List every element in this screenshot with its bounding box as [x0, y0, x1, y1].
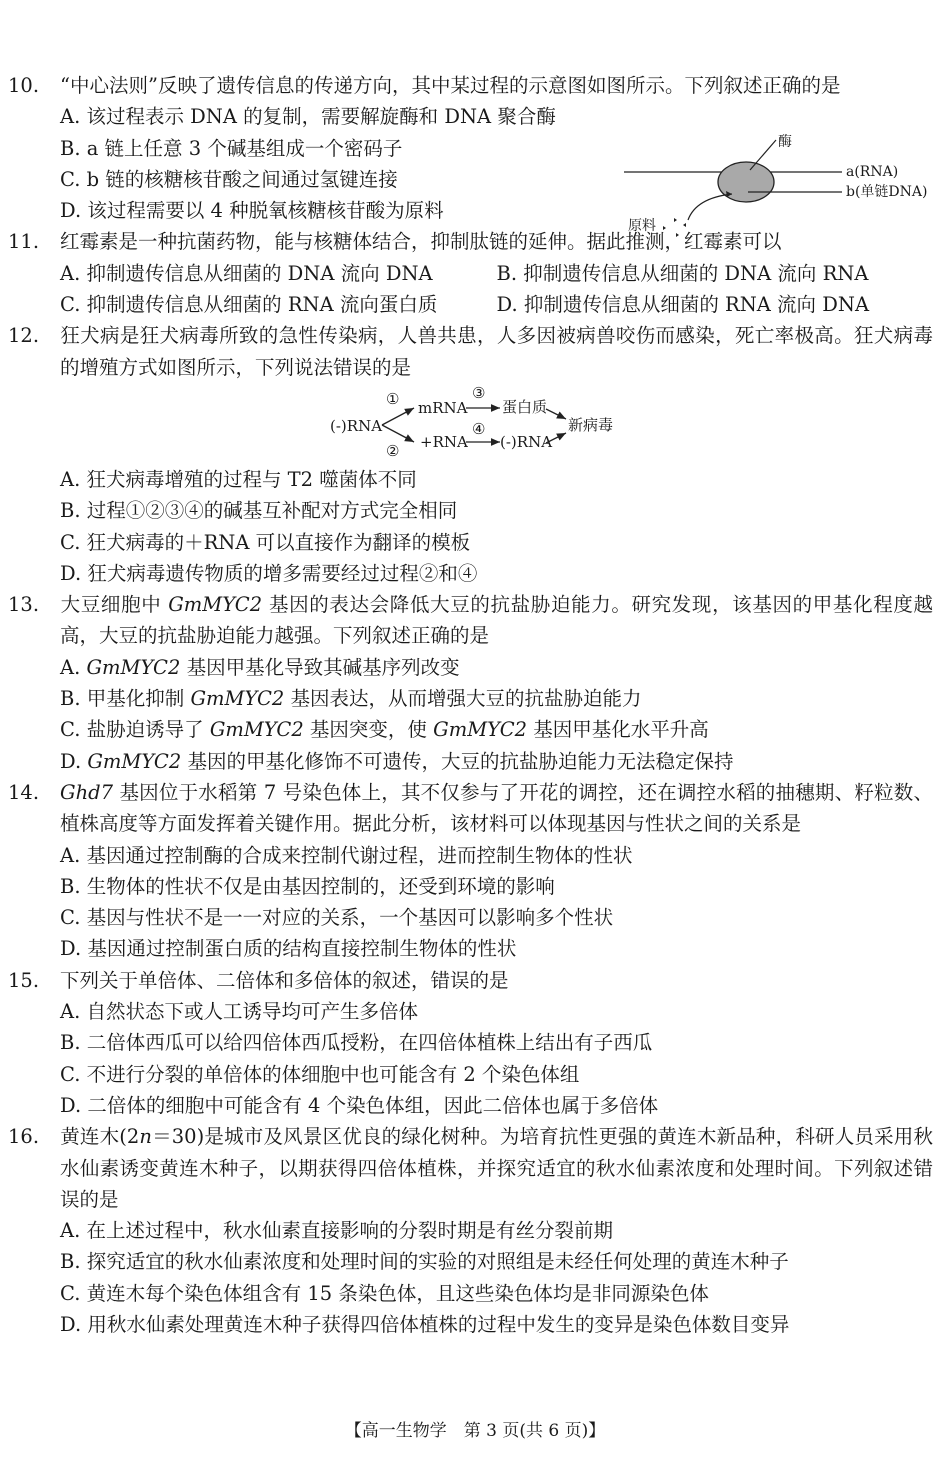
option-B: [8, 1027, 933, 1058]
question-16: [8, 1121, 933, 1340]
option-C: [8, 902, 933, 933]
minus-rna-label: (-)RNA: [500, 432, 553, 451]
text-segment: D. 狂犬病毒遗传物质的增多需要经过过程②和④: [60, 561, 478, 585]
exam-page: [8, 70, 933, 1340]
text-segment: 基因位于水稻第 7 号染色体上，其不仅参与了开花的调控，还在调控水稻的抽穗期、籽粒数、植株高度等方面发挥着关键作用。据此分析，该材料可以体现基因与性状之间的关系是: [60, 780, 933, 836]
strand-b-label: b(单链DNA): [846, 184, 928, 200]
question-stem: [8, 226, 933, 257]
text-segment: 下列关于单倍体、二倍体和多倍体的叙述，错误的是: [60, 968, 509, 992]
question-stem: [8, 70, 933, 101]
question-12: [8, 320, 933, 589]
text-segment: B. 二倍体西瓜可以给四倍体西瓜授粉，在四倍体植株上结出有子西瓜: [60, 1031, 653, 1055]
question-number: 15.: [8, 968, 40, 992]
strand-a-label: a(RNA): [846, 164, 899, 180]
option-B: [8, 871, 933, 902]
option-D: [8, 933, 933, 964]
italic-term: GmMYC2: [190, 687, 285, 711]
italic-term: GmMYC2: [87, 749, 182, 773]
rabies-replication-diagram: [320, 383, 640, 464]
text-segment: 基因的表达会降低大豆的抗盐胁迫能力。研究发现，该基因的甲基化程度越高，大豆的抗盐胁迫能力越强。下列叙述正确的是: [60, 593, 934, 648]
question-number: 10.: [8, 74, 40, 97]
option-C: [8, 1278, 933, 1309]
italic-term: n: [139, 1125, 152, 1149]
option-B: [8, 683, 933, 714]
step-1: ①: [386, 389, 400, 408]
text-segment: A. 狂犬病毒增殖的过程与 T2 噬菌体不同: [60, 467, 417, 491]
text-segment: D. 基因通过控制蛋白质的结构直接控制生物体的性状: [60, 937, 517, 961]
text-segment: D. 二倍体的细胞中可能含有 4 个染色体组，因此二倍体也属于多倍体: [60, 1093, 659, 1117]
new-virus-label: 新病毒: [568, 415, 614, 434]
question-number: 13.: [8, 593, 40, 617]
question-15: [8, 965, 933, 1121]
option-A: [8, 996, 933, 1027]
text-segment: 基因的甲基化修饰不可遗传，大豆的抗盐胁迫能力无法稳定保持: [181, 749, 734, 773]
text-segment: “中心法则”反映了遗传信息的传递方向，其中某过程的示意图如图所示。下列叙述正确的是: [60, 74, 841, 97]
text-segment: 基因甲基化水平升高: [527, 718, 709, 742]
text-segment: C. b 链的核糖核苷酸之间通过氢键连接: [60, 167, 398, 191]
text-segment: 基因表达，从而增强大豆的抗盐胁迫能力: [284, 687, 642, 711]
text-segment: D. 该过程需要以 4 种脱氧核糖核苷酸为原料: [60, 199, 444, 223]
text-segment: A. 自然状态下或人工诱导均可产生多倍体: [60, 1000, 418, 1024]
question-13: [8, 589, 933, 777]
text-segment: A. 基因通过控制酶的合成来控制代谢过程，进而控制生物体的性状: [60, 843, 633, 867]
option-A: [8, 840, 933, 871]
option-A: [8, 101, 933, 132]
text-segment: D. 用秋水仙素处理黄连木种子获得四倍体植株的过程中发生的变异是染色体数目变异: [60, 1312, 790, 1336]
plus-rna-label: +RNA: [420, 432, 468, 451]
text-segment: 黄连木(2: [60, 1125, 140, 1149]
question-stem: [8, 589, 933, 652]
question-stem: [8, 777, 933, 840]
text-segment: C. 盐胁迫诱导了: [60, 718, 210, 742]
option-A: [8, 652, 933, 683]
option-B: [8, 1246, 933, 1277]
italic-term: Ghd7: [60, 780, 114, 804]
question-stem: [8, 1121, 933, 1215]
question-number: 16.: [8, 1125, 40, 1149]
option-row: [8, 258, 933, 289]
question-stem: [8, 320, 933, 383]
text-segment: B. 甲基化抑制: [60, 687, 191, 711]
text-segment: 基因突变，使: [303, 718, 434, 742]
question-stem: [8, 965, 933, 996]
raw-material-label: 原料: [628, 218, 656, 234]
text-segment: C. 黄连木每个染色体组含有 15 条染色体，且这些染色体均是非同源染色体: [60, 1281, 709, 1305]
text-segment: A. 在上述过程中，秋水仙素直接影响的分裂时期是有丝分裂前期: [60, 1219, 613, 1243]
option: D. 抑制遗传信息从细菌的 RNA 流向 DNA: [496, 293, 870, 317]
option: B. 抑制遗传信息从细菌的 DNA 流向 RNA: [496, 261, 869, 285]
question-number: 14.: [8, 780, 40, 804]
text-segment: B. 过程①②③④的碱基互补配对方式完全相同: [60, 499, 458, 523]
text-segment: C. 不进行分裂的单倍体的体细胞中也可能含有 2 个染色体组: [60, 1062, 580, 1086]
option-row: [8, 289, 933, 320]
step-3: ③: [472, 383, 486, 402]
text-segment: A. 该过程表示 DNA 的复制，需要解旋酶和 DNA 聚合酶: [60, 105, 556, 129]
text-segment: 基因甲基化导致其碱基序列改变: [180, 655, 460, 679]
italic-term: GmMYC2: [86, 655, 181, 679]
option-C: [8, 714, 933, 745]
text-segment: B. 生物体的性状不仅是由基因控制的，还受到环境的影响: [60, 874, 555, 898]
text-segment: 大豆细胞中: [60, 593, 169, 617]
enzyme-label: 酶: [778, 134, 792, 150]
question-number: 11.: [8, 230, 40, 254]
option-D: [8, 1090, 933, 1121]
option-D: [8, 746, 933, 777]
question-number: 12.: [8, 324, 40, 348]
page-footer: 【高一生物学 第 3 页(共 6 页)】: [344, 1421, 606, 1441]
option-C: [8, 1059, 933, 1090]
step-4: ④: [472, 419, 486, 438]
text-segment: ＝30)是城市及风景区优良的绿化树种。为培育抗性更强的黄连木新品种，科研人员采用秋水仙素诱变黄连木种子，以期获得四倍体植株，并探究适宜的秋水仙素浓度和处理时间。下列叙述错误的是: [60, 1125, 934, 1211]
question-11: [8, 226, 933, 320]
option-A: [8, 1215, 933, 1246]
protein-label: 蛋白质: [502, 397, 548, 416]
text-segment: D.: [60, 749, 88, 773]
text-segment: B. 探究适宜的秋水仙素浓度和处理时间的实验的对照组是未经任何处理的黄连木种子: [60, 1250, 789, 1274]
text-segment: C. 基因与性状不是一一对应的关系，一个基因可以影响多个性状: [60, 906, 614, 930]
text-segment: 红霉素是一种抗菌药物，能与核糖体结合，抑制肽链的延伸。据此推测，红霉素可以: [60, 230, 782, 254]
step-2: ②: [386, 441, 400, 460]
minus-rna-start: (-)RNA: [330, 416, 383, 435]
option-B: [8, 495, 933, 526]
option-D: [8, 1309, 933, 1340]
option-A: [8, 464, 933, 495]
text-segment: B. a 链上任意 3 个碱基组成一个密码子: [60, 136, 403, 160]
text-segment: A.: [60, 655, 87, 679]
italic-term: GmMYC2: [168, 593, 263, 617]
mrna-label: mRNA: [418, 398, 468, 417]
text-segment: 狂犬病是狂犬病毒所致的急性传染病，人兽共患，人多因被病兽咬伤而感染，死亡率极高。狂犬病毒的增殖方式如图所示，下列说法错误的是: [60, 324, 933, 379]
option-C: [8, 527, 933, 558]
question-10: [8, 70, 933, 234]
option-D: [8, 558, 933, 589]
italic-term: GmMYC2: [433, 718, 528, 742]
option: C. 抑制遗传信息从细菌的 RNA 流向蛋白质: [60, 293, 438, 317]
question-14: [8, 777, 933, 965]
option: A. 抑制遗传信息从细菌的 DNA 流向 DNA: [60, 261, 433, 285]
text-segment: C. 狂犬病毒的＋RNA 可以直接作为翻译的模板: [60, 530, 471, 554]
italic-term: GmMYC2: [209, 718, 304, 742]
